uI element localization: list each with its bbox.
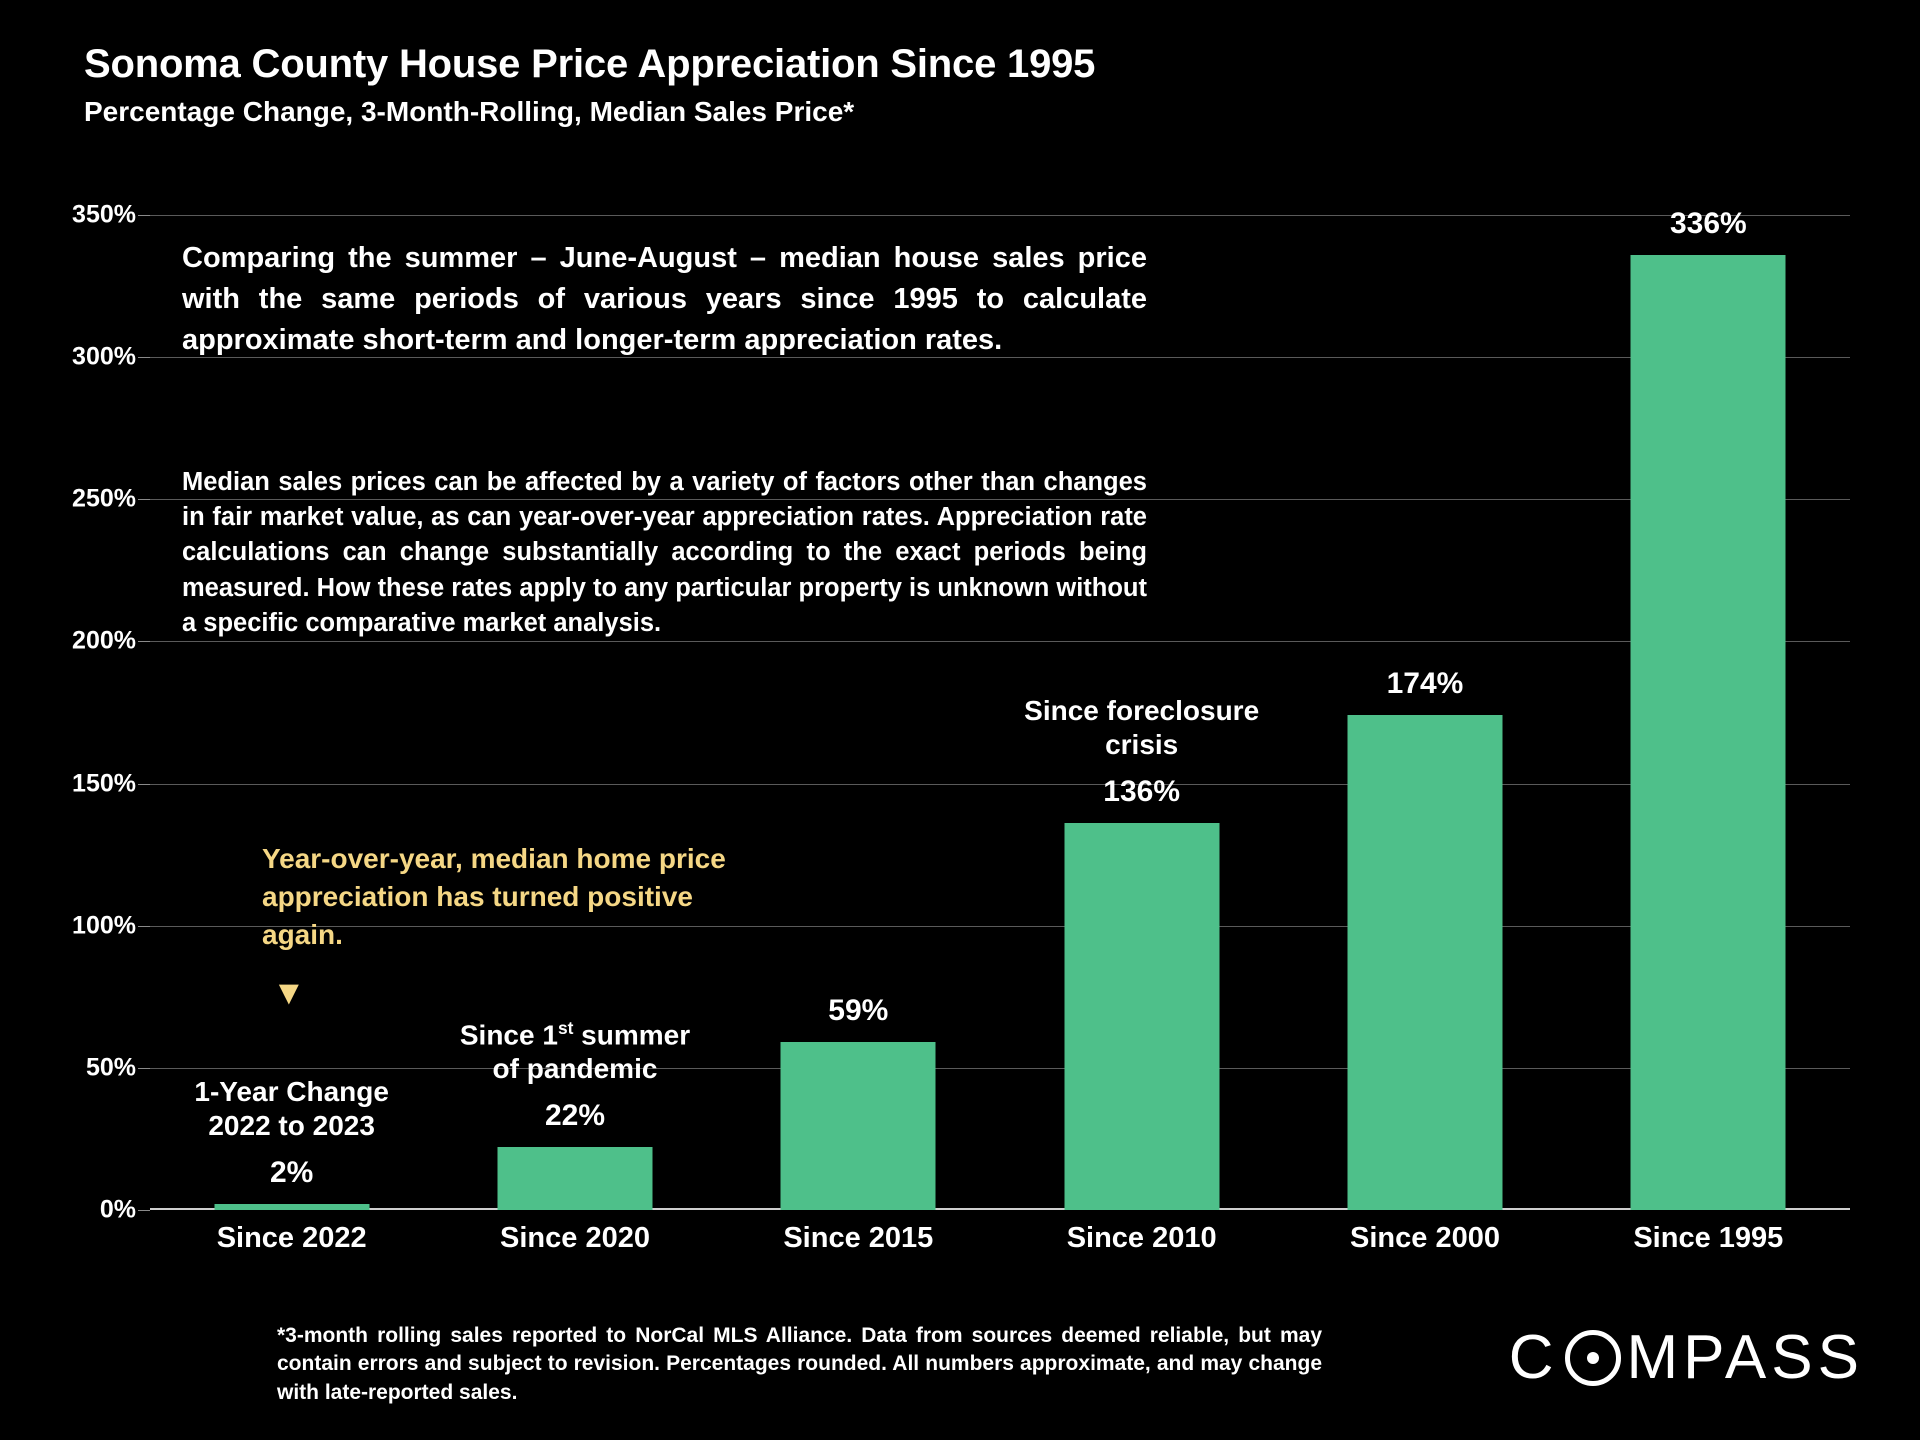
y-axis-tick-label: 350% <box>72 200 136 229</box>
y-axis-tick-mark <box>138 357 150 358</box>
y-axis-tick-label: 300% <box>72 342 136 371</box>
footnote: *3-month rolling sales reported to NorCal MLS Alliance. Data from sources deemed reliable, but may contain errors and subject to revision. Percentages rounded. All numbers approximate, and may change with late-reported sales. <box>277 1324 1322 1404</box>
bar[interactable] <box>214 1204 369 1210</box>
page-subtitle: Percentage Change, 3-Month-Rolling, Median Sales Price* <box>84 96 855 127</box>
x-axis-category-label: Since 2020 <box>500 1222 650 1254</box>
bar-slot <box>1567 206 1850 1210</box>
down-arrow-icon: ▼ <box>272 974 306 1012</box>
x-axis-category-label: Since 2000 <box>1350 1222 1500 1254</box>
bar-slot <box>1283 215 1566 1210</box>
y-axis-tick-label: 50% <box>85 1053 136 1082</box>
bar-slot <box>1000 215 1283 1210</box>
y-axis-tick-mark <box>138 499 150 500</box>
compass-logo <box>1509 1322 1864 1393</box>
callout-disclaimer: Median sales prices can be affected by a variety of factors other than changes in fair market value, as can year-over-year appreciation rates. Appreciation rate calculations can change substantially according to the exact periods being measured. How these rates apply to any particular property is unknown without a specific comparative market analysis. <box>182 468 1147 637</box>
y-axis-tick-label: 250% <box>72 484 136 513</box>
logo-letter-c: C <box>1508 1323 1559 1392</box>
x-axis-category-label: Since 2022 <box>216 1222 367 1254</box>
bar[interactable] <box>1347 715 1502 1210</box>
bar[interactable] <box>1631 255 1786 1210</box>
bar[interactable] <box>497 1147 652 1210</box>
y-axis-tick-mark <box>138 926 150 927</box>
compass-ring-icon <box>1565 1330 1621 1386</box>
bar-slot <box>717 215 1000 1210</box>
callout-methodology: Comparing the summer – June-August – median house sales price with the same periods of various years since 1995 to calculate approximate short-term and longer-term appreciation rates. <box>182 242 1147 357</box>
bar-series <box>150 206 1850 1210</box>
y-axis-tick-mark <box>138 215 150 216</box>
bar-value-label: 336% <box>1669 206 1747 240</box>
callout-yoy-note: Year-over-year, median home price appreciation has turned positive again. <box>262 843 726 950</box>
bar[interactable] <box>781 1042 936 1210</box>
chart-plot-area <box>72 200 1850 1224</box>
y-axis-tick-label: 200% <box>72 626 136 655</box>
page-title: Sonoma County House Price Appreciation Since 1995 <box>84 42 1096 86</box>
y-axis-tick-label: 150% <box>72 769 136 798</box>
bar-slot <box>150 215 433 1210</box>
logo-text-mpass: MPASS <box>1626 1323 1864 1392</box>
bar-value-label: 22% <box>544 1099 606 1133</box>
y-axis-tick-label: 0% <box>99 1195 136 1224</box>
bar-value-label: 136% <box>1103 775 1181 809</box>
bar-annotation: Since foreclosure crisis <box>1024 695 1260 760</box>
y-axis-tick-mark <box>138 641 150 642</box>
y-axis-tick-mark <box>138 1068 150 1069</box>
bar-annotation: 1-Year Change 2022 to 2023 <box>194 1076 389 1141</box>
bar-value-label: 59% <box>828 994 889 1028</box>
y-axis-tick-mark <box>138 1210 150 1211</box>
y-axis-tick-mark <box>138 784 150 785</box>
bar[interactable] <box>1064 823 1219 1210</box>
bar-slot <box>433 215 716 1210</box>
x-axis-category-label: Since 2015 <box>783 1222 934 1254</box>
bar-annotation: Since 1st summer of pandemic <box>459 1017 691 1084</box>
y-axis-tick-label: 100% <box>72 911 136 940</box>
bar-value-label: 174% <box>1386 667 1464 701</box>
x-axis-category-label: Since 2010 <box>1066 1222 1217 1254</box>
bar-value-label: 2% <box>269 1156 314 1190</box>
x-axis-category-label: Since 1995 <box>1633 1222 1784 1254</box>
